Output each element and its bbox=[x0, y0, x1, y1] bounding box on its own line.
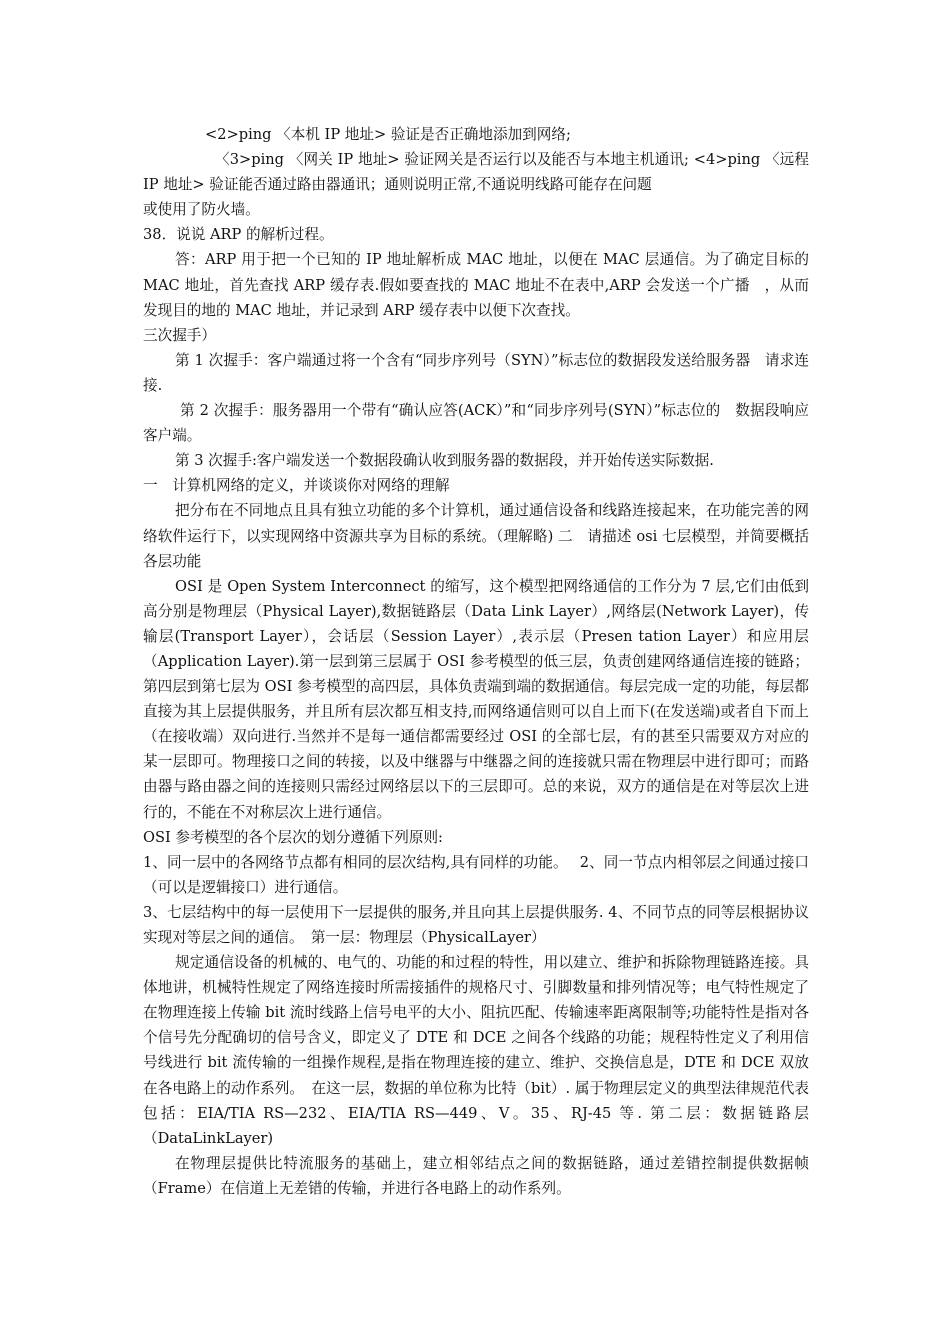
document-body bbox=[143, 122, 824, 1201]
osi-overview-paragraph: OSI 是 Open System Interconnect 的缩写，这个模型把网络通信的工作分为 7 层,它们由低到高分别是物理层（Physical Layer),数据链路层（Data Link Layer）,网络层(Network Layer)，传输层(Transport Layer），会话层（Session Layer）,表示层（Presen tation Layer）和应用层（Application Layer).第一层到第三层属于 OSI 参考模型的低三层，负责创建网络通信连接的链路；第四层到第七层为 OSI 参考模型的高四层，具体负责端到端的数据通信。每层完成一定的功能，每层都直接为其上层提供服务，并且所有层次都互相支持,而网络通信则可以自上而下(在发送端)或者自下而上（在接收端）双向进行.当然并不是每一通信都需要经过 OSI 的全部七层，有的甚至只需要双方对应的某一层即可。物理接口之间的转接，以及中继器与中继器之间的连接就只需在物理层中进行即可；而路由器与路由器之间的连接则只需经过网络层以下的三层即可。总的来说，双方的通信是在对等层次上进行的，不能在不对称层次上进行通信。 bbox=[143, 577, 809, 821]
firewall-line: 或使用了防火墙。 bbox=[143, 201, 260, 219]
osi-principles-3-4: 3、七层结构中的每一层使用下一层提供的服务,并且向其上层提供服务. 4、不同节点的同等层根据协议实现对等层之间的通信。 第一层：物理层（PhysicalLayer） bbox=[143, 903, 809, 946]
network-definition-paragraph: 把分布在不同地点且具有独立功能的多个计算机，通过通信设备和线路连接起来，在功能完善的网络软件运行下，以实现网络中资源共享为目标的系统。（理解略) 二 请描述 osi 七层模型，并简要概括各层功能 bbox=[143, 502, 809, 570]
osi-principles-heading: OSI 参考模型的各个层次的划分遵循下列原则: bbox=[143, 828, 443, 846]
arp-answer-paragraph: 答：ARP 用于把一个已知的 IP 地址解析成 MAC 地址，以便在 MAC 层通信。为了确定目标的 MAC 地址，首先查找 ARP 缓存表.假如要查找的 MAC 地址不在表中,ARP 会发送一个广播 ，从而发现目的地的 MAC 地址，并记录到 ARP 缓存表中以便下次查找。 bbox=[143, 251, 824, 319]
physical-layer-paragraph: 规定通信设备的机械的、电气的、功能的和过程的特性，用以建立、维护和拆除物理链路连接。具体地讲，机械特性规定了网络连接时所需接插件的规格尺寸、引脚数量和排列情况等；电气特性规定了在物理连接上传输 bit 流时线路上信号电平的大小、阻抗匹配、传输速率距离限制等;功能特性是指对各个信号先分配确切的信号含义，即定义了 DTE 和 DCE 之间各个线路的功能；规程特性定义了利用信号线进行 bit 流传输的一组操作规程,是指在物理连接的建立、维护、交换信息是，DTE 和 DCE 双放在各电路上的动作系列。 在这一层，数据的单位称为比特（bit）. 属于物理层定义的典型法律规范代表包括：EIA/TIA RS—232、EIA/TIA RS—449、V。35、RJ-45 等. 第二层：数据链路层（DataLinkLayer) bbox=[143, 954, 809, 1147]
section-1-heading: 一 计算机网络的定义，并谈谈你对网络的理解 bbox=[143, 477, 450, 495]
handshake-step-3: 第 3 次握手:客户端发送一个数据段确认收到服务器的数据段，并开始传送实际数据. bbox=[175, 452, 714, 470]
ping-gateway-remote-paragraph: 〈3>ping 〈网关 IP 地址> 验证网关是否运行以及能否与本地主机通讯; <4>ping 〈远程 IP 地址> 验证能否通过路由器通讯；通则说明正常,不通说明线路可能存在问题 bbox=[143, 151, 809, 194]
data-link-layer-paragraph: 在物理层提供比特流服务的基础上，建立相邻结点之间的数据链路，通过差错控制提供数据帧（Frame）在信道上无差错的传输，并进行各电路上的动作系列。 bbox=[143, 1154, 809, 1197]
handshake-step-1: 第 1 次握手：客户端通过将一个含有“同步序列号（SYN）”标志位的数据段发送给服务器 请求连接. bbox=[143, 351, 809, 394]
ping-local-line: <2>ping 〈本机 IP 地址> 验证是否正确地添加到网络; bbox=[205, 126, 571, 143]
three-way-handshake-heading: 三次握手） bbox=[143, 326, 216, 344]
osi-principles-1-2: 1、同一层中的各网络节点都有相同的层次结构,具有同样的功能。 2、同一节点内相邻层之间通过接口（可以是逻辑接口）进行通信。 bbox=[143, 853, 809, 896]
handshake-step-2: 第 2 次握手：服务器用一个带有“确认应答(ACK）”和“同步序列号(SYN）”标志位的 数据段响应客户端。 bbox=[143, 402, 809, 445]
question-38-heading: 38．说说 ARP 的解析过程。 bbox=[143, 226, 334, 244]
